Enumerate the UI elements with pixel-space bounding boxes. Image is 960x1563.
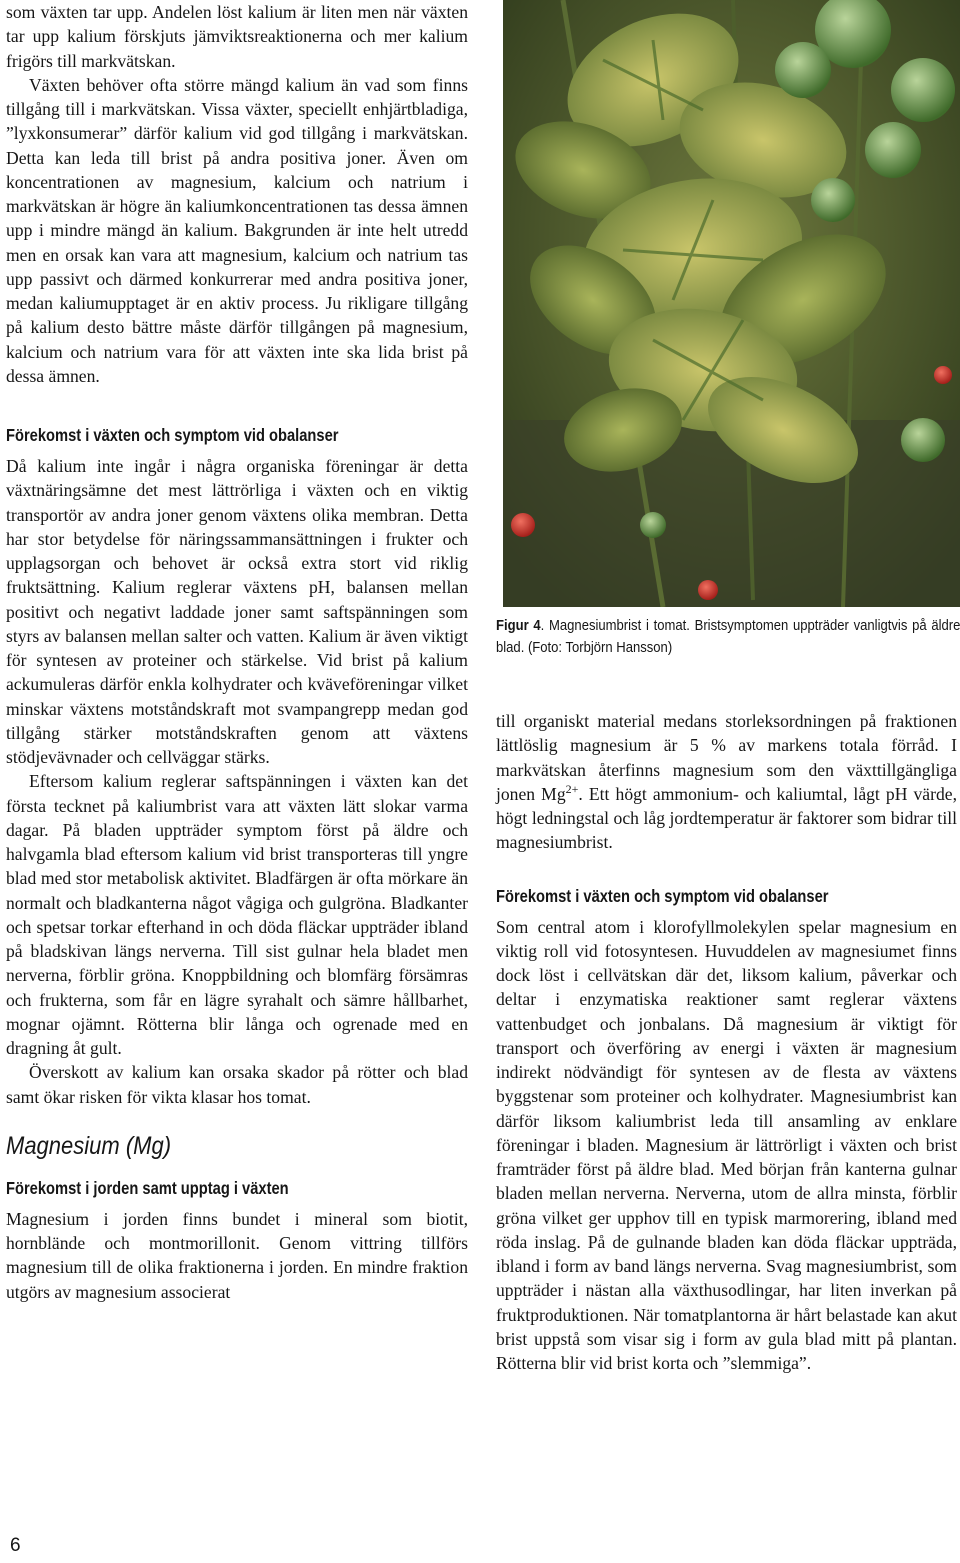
- figure-caption-label: Figur 4: [496, 617, 541, 634]
- figure-caption: [496, 615, 960, 659]
- magnesium-heading: Magnesium (Mg): [6, 1131, 172, 1160]
- magnesium-symptoms-paragraph-1: Som central atom i klorofyllmolekylen spelar magnesium en viktig roll vid fotosyntesen. Huvuddelen av magnesiumet finns dock löst i cellvätskan där det, liksom kalium, påverkar och deltar i enzymatiska reaktioner samt reglerar växtens vattenbudget och jonbalans. Då magnesium är viktigt för transport och överföring av energi i växten är magnesium indirekt nödvändigt för syntesen av de flesta av växtens byggstenar som proteiner och kolhydrater. Magnesiumbrist kan därför liksom kaliumbrist leda till ansamling av enklare föreningar i bladen. Magnesium är lättrörligt i växten och brist framträder först på äldre blad. Med början från kanterna gulnar bladen mellan nerverna. Nerverna, utom de allra minsta, förblir gröna vilket ger upphov till en typisk marmorering, ibland med röda inslag. På de gulnande bladen kan döda fläckar uppträda, ibland i form av band längs nerverna. Svag magnesiumbrist, som uppträder i nästan alla växthusodlingar, har liten inverkan på fruktproduktionen. När tomatplantorna är hårt belastade kan akut brist uppstå som visar sig i form av gula blad mitt på plantan. Rötterna blir vid brist korta och ”slemmiga”.: [496, 916, 957, 1373]
- magnesium-soil-text-a: till organiskt material medans storleksordningen på fraktionen lättlöslig magnesium är 5 % av markens totala förråd. I markvätskan återfinns magnesium som den växttillgängliga jonen Mg: [496, 711, 957, 804]
- section-heading-magnesium-soil: Förekomst i jorden samt upptag i växten: [6, 1177, 289, 1198]
- magnesium-soil-paragraph-continued: [496, 709, 957, 855]
- magnesium-soil-text-b: . Ett högt ammonium- och kaliumtal, lågt pH värde, högt ledningstal och låg jordtemperatur är faktorer som bidrar till magnesiumbrist.: [496, 783, 957, 853]
- tomato-leaf-illustration: [503, 0, 960, 607]
- left-column: [6, 0, 468, 1304]
- intro-paragraph-2: Växten behöver ofta större mängd kalium än vad som finns tillgång till i markvätskan. Vissa växter, speciellt enhjärtbladiga, ”lyxkonsumerar” därför kalium vid god tillgång i markvätskan. Detta kan leda till brist på andra positiva joner. Även om koncentrationen av magnesium, kalcium och natrium i markvätskan är högre än kaliumkoncentrationen tas dessa ämnen upp i mindre mängd än kalium. Bakgrunden är inte helt utredd men en orsak kan vara att magnesium, kalcium och natrium tas upp passivt och därmed konkurrerar med andra positiva joner, medan kaliumupptaget är en aktiv process. Ju rikligare tillgång på kalium desto bättre måste därför tillgången på magnesium, kalcium och natrium vara för att växten inte ska lida brist på dessa ämnen.: [6, 74, 468, 386]
- potassium-symptoms-paragraph-1: Då kalium inte ingår i några organiska föreningar är detta växtnäringsämne det mest lättrörliga i växten och en viktig transportör av andra joner genom växtens olika membran. Detta har stor betydelse för näringssammansättningen i frukter och upplagsorgan och behovet är också extra stort vid riklig fruktsättning. Kalium reglerar växtens pH, balansen mellan positivt och negativt laddade joner samt saftspänningen som styrs av balansen mellan salter och vatten. Kalium är även viktigt för syntesen av proteiner och stärkelse. Vid brist på kalium ackumuleras därför enkla kolhydrater och kväveföreningar vilket minskar växtens motståndskraft mot svampangrepp medan god tillgång stärker motståndskraften genom att växtens stödjevävnader och cellväggar stärks.: [6, 456, 468, 767]
- figure-caption-text: . Magnesiumbrist i tomat. Bristsymptomen uppträder vanligtvis på äldre blad. (Foto: Torbjörn Hansson): [496, 617, 960, 656]
- page-number: 6: [10, 1535, 21, 1556]
- magnesium-soil-paragraph-1: Magnesium i jorden finns bundet i mineral som biotit, hornblände och montmorillonit. Genom vittring tillförs magnesium till de olika fraktionerna i jorden. En mindre fraktion utgörs av magnesium associerat: [6, 1208, 468, 1302]
- intro-paragraph-1: som växten tar upp. Andelen löst kalium är liten men när växten tar upp kalium förskjuts jämviktsreaktionerna och mer kalium frigörs till markvätskan.: [6, 2, 468, 71]
- potassium-symptoms-paragraph-2: Eftersom kalium reglerar saftspänningen i växten kan det första tecknet på kaliumbrist vara att växten lätt slokar varma dagar. På bladen uppträder symptom först på äldre och halvgamla blad eftersom kalium vid brist transporteras till yngre blad med stor metabolisk aktivitet. Bladfärgen är ofta mörkare än normalt och bladkanterna något vågiga och gulgröna. Bladkanter och spetsar torkar efterhand in och döda fläckar uppträder ibland på bladskivan längs nerverna. Till sist gulnar hela bladet men nerverna, förblir gröna. Knoppbildning och blomfärg försämras och frukterna, som får en lägre syrahalt och sämre hållbarhet, mognar ojämnt. Rötterna blir långa och ogrenade med en dragning åt gult.: [6, 771, 468, 1058]
- tomato-leaf-photo: [503, 0, 960, 607]
- right-column: [496, 615, 960, 1375]
- section-heading-potassium-symptoms: Förekomst i växten och symptom vid obalanser: [6, 425, 339, 445]
- magnesium-ion-charge: 2+: [565, 781, 579, 796]
- potassium-symptoms-paragraph-3: Överskott av kalium kan orsaka skador på rötter och blad samt ökar risken för vikta klasar hos tomat.: [6, 1062, 468, 1107]
- section-heading-magnesium-symptoms: Förekomst i växten och symptom vid obalanser: [496, 885, 829, 906]
